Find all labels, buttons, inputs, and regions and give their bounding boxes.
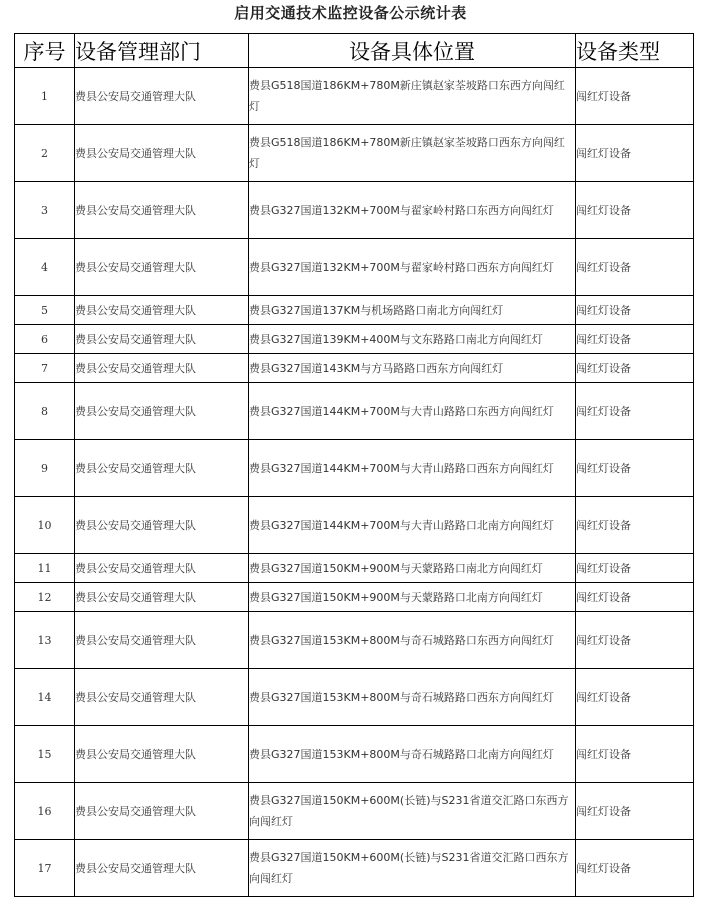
cell-location: 费县G327国道153KM+800M与奇石城路路口东西方向闯红灯 — [249, 612, 576, 669]
cell-index: 10 — [15, 497, 75, 554]
cell-index: 5 — [15, 296, 75, 325]
cell-index: 2 — [15, 125, 75, 182]
cell-index: 8 — [15, 383, 75, 440]
table-row — [15, 182, 694, 239]
cell-index: 9 — [15, 440, 75, 497]
cell-index: 6 — [15, 325, 75, 354]
cell-location: 费县G518国道186KM+780M新庄镇赵家荃坡路口东西方向闯红灯 — [249, 68, 576, 125]
cell-department: 费县公安局交通管理大队 — [75, 583, 249, 612]
equipment-table — [14, 33, 694, 897]
cell-type: 闯红灯设备 — [576, 239, 694, 296]
cell-location: 费县G327国道137KM与机场路路口南北方向闯红灯 — [249, 296, 576, 325]
cell-type: 闯红灯设备 — [576, 583, 694, 612]
cell-type: 闯红灯设备 — [576, 296, 694, 325]
table-row — [15, 296, 694, 325]
cell-location: 费县G327国道132KM+700M与翟家岭村路口西东方向闯红灯 — [249, 239, 576, 296]
cell-department: 费县公安局交通管理大队 — [75, 354, 249, 383]
cell-location: 费县G327国道150KM+600M(长链)与S231省道交汇路口东西方向闯红灯 — [249, 783, 576, 840]
cell-department: 费县公安局交通管理大队 — [75, 726, 249, 783]
cell-department: 费县公安局交通管理大队 — [75, 554, 249, 583]
cell-type: 闯红灯设备 — [576, 325, 694, 354]
cell-department: 费县公安局交通管理大队 — [75, 840, 249, 897]
cell-type: 闯红灯设备 — [576, 125, 694, 182]
cell-index: 1 — [15, 68, 75, 125]
cell-index: 3 — [15, 182, 75, 239]
table-row — [15, 840, 694, 897]
table-row — [15, 669, 694, 726]
table-row — [15, 239, 694, 296]
cell-location: 费县G327国道144KM+700M与大青山路路口东西方向闯红灯 — [249, 383, 576, 440]
table-row — [15, 383, 694, 440]
cell-type: 闯红灯设备 — [576, 440, 694, 497]
cell-index: 7 — [15, 354, 75, 383]
table-row — [15, 554, 694, 583]
cell-department: 费县公安局交通管理大队 — [75, 296, 249, 325]
table-row — [15, 497, 694, 554]
cell-type: 闯红灯设备 — [576, 383, 694, 440]
cell-department: 费县公安局交通管理大队 — [75, 182, 249, 239]
cell-department: 费县公安局交通管理大队 — [75, 68, 249, 125]
cell-department: 费县公安局交通管理大队 — [75, 239, 249, 296]
cell-location: 费县G327国道144KM+700M与大青山路路口西东方向闯红灯 — [249, 440, 576, 497]
table-row — [15, 325, 694, 354]
cell-index: 17 — [15, 840, 75, 897]
table-row — [15, 726, 694, 783]
table-row — [15, 612, 694, 669]
cell-index: 11 — [15, 554, 75, 583]
cell-location: 费县G327国道150KM+900M与天蒙路路口北南方向闯红灯 — [249, 583, 576, 612]
cell-type: 闯红灯设备 — [576, 182, 694, 239]
cell-index: 12 — [15, 583, 75, 612]
cell-index: 15 — [15, 726, 75, 783]
table-row — [15, 440, 694, 497]
page-title: 启用交通技术监控设备公示统计表 — [234, 4, 467, 22]
cell-index: 4 — [15, 239, 75, 296]
cell-department: 费县公安局交通管理大队 — [75, 497, 249, 554]
table-row — [15, 125, 694, 182]
cell-location: 费县G327国道143KM与方马路路口西东方向闯红灯 — [249, 354, 576, 383]
cell-location: 费县G327国道150KM+600M(长链)与S231省道交汇路口西东方向闯红灯 — [249, 840, 576, 897]
cell-location: 费县G327国道132KM+700M与翟家岭村路口东西方向闯红灯 — [249, 182, 576, 239]
cell-type: 闯红灯设备 — [576, 783, 694, 840]
header-type: 设备类型 — [576, 34, 694, 68]
cell-index: 14 — [15, 669, 75, 726]
cell-location: 费县G518国道186KM+780M新庄镇赵家荃坡路口西东方向闯红灯 — [249, 125, 576, 182]
header-location: 设备具体位置 — [249, 34, 576, 68]
cell-department: 费县公安局交通管理大队 — [75, 783, 249, 840]
cell-department: 费县公安局交通管理大队 — [75, 125, 249, 182]
cell-type: 闯红灯设备 — [576, 497, 694, 554]
cell-type: 闯红灯设备 — [576, 669, 694, 726]
cell-location: 费县G327国道139KM+400M与文东路路口南北方向闯红灯 — [249, 325, 576, 354]
cell-type: 闯红灯设备 — [576, 554, 694, 583]
cell-location: 费县G327国道150KM+900M与天蒙路路口南北方向闯红灯 — [249, 554, 576, 583]
cell-type: 闯红灯设备 — [576, 726, 694, 783]
cell-index: 13 — [15, 612, 75, 669]
cell-type: 闯红灯设备 — [576, 354, 694, 383]
cell-location: 费县G327国道144KM+700M与大青山路路口北南方向闯红灯 — [249, 497, 576, 554]
cell-type: 闯红灯设备 — [576, 612, 694, 669]
cell-location: 费县G327国道153KM+800M与奇石城路路口西东方向闯红灯 — [249, 669, 576, 726]
table-row — [15, 783, 694, 840]
cell-index: 16 — [15, 783, 75, 840]
cell-department: 费县公安局交通管理大队 — [75, 669, 249, 726]
cell-location: 费县G327国道153KM+800M与奇石城路路口北南方向闯红灯 — [249, 726, 576, 783]
cell-department: 费县公安局交通管理大队 — [75, 612, 249, 669]
table-row — [15, 354, 694, 383]
cell-department: 费县公安局交通管理大队 — [75, 440, 249, 497]
table-row — [15, 583, 694, 612]
header-department: 设备管理部门 — [75, 34, 249, 68]
cell-department: 费县公安局交通管理大队 — [75, 325, 249, 354]
table-header-row — [15, 34, 694, 68]
cell-type: 闯红灯设备 — [576, 840, 694, 897]
table-row — [15, 68, 694, 125]
header-index: 序号 — [15, 34, 75, 68]
cell-type: 闯红灯设备 — [576, 68, 694, 125]
cell-department: 费县公安局交通管理大队 — [75, 383, 249, 440]
